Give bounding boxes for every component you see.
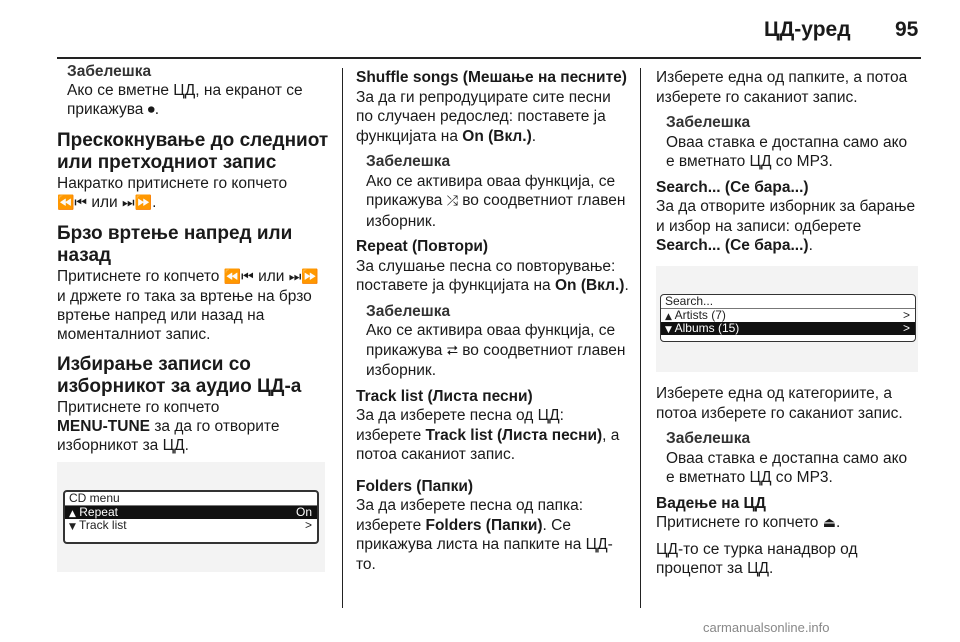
page-number: 95	[895, 18, 919, 41]
column-1	[57, 62, 329, 461]
menu-title: CD menu	[65, 492, 317, 506]
note-text: Оваа ставка е достапна само ако е вметнато ЦД со MP3.	[666, 133, 908, 170]
column-3	[656, 68, 918, 262]
column-divider	[342, 68, 343, 608]
section-heading: Брзо вртење напред или назад	[57, 223, 293, 266]
search-menu-illustration	[656, 266, 918, 372]
chevron-right-icon: >	[902, 321, 910, 335]
column-2	[356, 68, 632, 580]
skip-back-icon: ⏪⏮	[223, 269, 254, 285]
note-label: Забелешка	[67, 63, 152, 80]
header-rule	[57, 57, 921, 59]
column-3-lower	[656, 384, 918, 585]
skip-forward-icon: ⏭⏩	[288, 269, 319, 285]
note-label: Забелешка	[666, 114, 751, 131]
paragraph: Притиснете го копчето ⏪⏮ или ⏭⏩ и држете го така за вртење на брзо вртење напред или назад на моменталниот запис.	[57, 268, 319, 343]
paragraph: Search... (Се бара...) За да отворите изборник за барање и избор на записи: одберете Search... (Се бара...).	[656, 178, 916, 254]
arrow-down-icon: ▼	[69, 522, 76, 532]
arrow-up-icon: ▲	[665, 312, 672, 322]
note-block	[366, 302, 632, 381]
section-heading: Избирање записи со изборникот за аудио ЦД-а	[57, 354, 302, 397]
note-block	[666, 429, 918, 488]
arrow-down-icon: ▼	[665, 325, 672, 335]
menu-item-albums: ▼ Albums (15) >	[661, 322, 915, 335]
paragraph: Притиснете го копчето MENU-TUNE за да го отворите изборникот за ЦД.	[57, 399, 280, 454]
note-text: Ако се активира оваа функција, се прикажува ⮂ во соодветниот главен изборник.	[366, 322, 626, 379]
cd-icon: ⏺	[147, 102, 155, 118]
note-text: Ако се вметне ЦД, на екранот се прикажува ⏺.	[67, 82, 303, 118]
note-label: Забелешка	[366, 302, 451, 320]
note-block	[366, 152, 632, 231]
note-text: Ако се активира оваа функција, се прикажува ⤮ во соодветниот главен изборник.	[366, 172, 626, 230]
search-menu-screen	[660, 294, 916, 342]
cd-menu-screen	[63, 490, 319, 544]
column-divider	[640, 68, 641, 608]
chevron-right-icon: >	[902, 308, 910, 322]
section-heading: Прескокнување до следниот или претходниот запис	[57, 130, 329, 173]
cd-menu-illustration	[57, 462, 325, 572]
paragraph: Folders (Папки) За да изберете песна од папка: изберете Folders (Папки). Се прикажува листа на папките на ЦД-то.	[356, 477, 613, 573]
arrow-up-icon: ▲	[69, 509, 76, 519]
repeat-icon: ⮂	[446, 342, 458, 359]
paragraph: Shuffle songs (Мешање на песните) За да ги репродуцирате сите песни по случаен редослед: поставете ја функцијата на On (Вкл.).	[356, 69, 627, 145]
note-label: Забелешка	[666, 430, 751, 447]
skip-forward-icon: ⏭⏩	[122, 195, 153, 211]
note-block	[67, 62, 329, 120]
chevron-right-icon: >	[304, 518, 312, 532]
eject-icon: ⏏	[822, 515, 836, 531]
paragraph: Накратко притиснете го копчето ⏪⏮ или ⏭⏩.	[57, 175, 288, 211]
watermark: carmanualsonline.info	[703, 620, 830, 635]
paragraph: Изберете една од папките, а потоа изберете го саканиот запис.	[656, 69, 908, 106]
note-label: Забелешка	[366, 153, 451, 170]
menu-title: Search...	[661, 295, 915, 309]
paragraph: Изберете една од категориите, а потоа изберете го саканиот запис.	[656, 385, 903, 422]
paragraph: Track list (Листа песни) За да изберете песна од ЦД: изберете Track list (Листа песни), а потоа саканиот запис.	[356, 387, 620, 463]
menu-item-repeat: ▲ Repeat On	[65, 506, 317, 519]
shuffle-icon: ⤮	[446, 193, 458, 209]
menu-item-track-list: ▼ Track list >	[69, 518, 312, 532]
menu-item-artists: ▲ Artists (7) >	[665, 308, 910, 322]
header-title: ЦД-уред	[764, 18, 851, 41]
paragraph: Вадење на ЦД Притиснете го копчето ⏏.	[656, 494, 841, 531]
skip-back-icon: ⏪⏮	[57, 195, 88, 211]
note-block	[666, 113, 918, 172]
paragraph: Repeat (Повтори) За слушање песна со повторување: поставете ја функцијата на On (Вкл.).	[356, 238, 629, 294]
paragraph: ЦД-то се турка нанадвор од процепот за ЦД.	[656, 540, 858, 577]
note-text: Оваа ставка е достапна само ако е вметнато ЦД со MP3.	[666, 449, 908, 486]
